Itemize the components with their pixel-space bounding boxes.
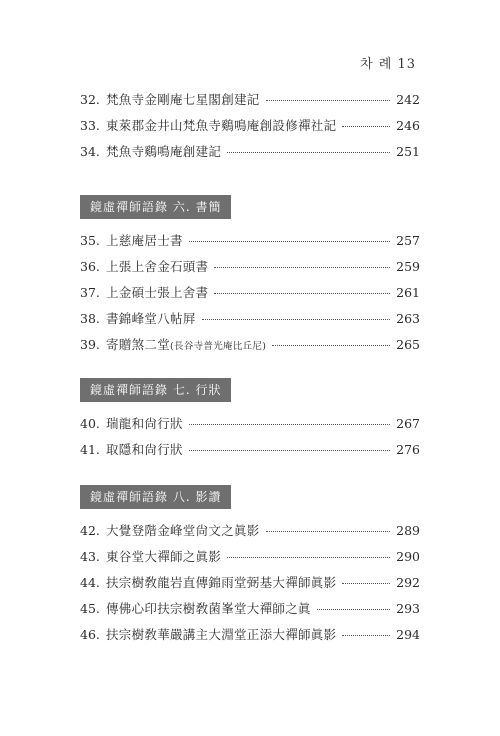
entry-title: 取隱和尙行狀 <box>106 442 183 457</box>
entry-title: 傳佛心印扶宗樹敎菌峯堂大禪師之眞 <box>106 601 311 616</box>
dot-leader <box>342 635 390 636</box>
entry-title: 瑞龍和尙行狀 <box>106 416 183 431</box>
entry-title: 梵魚寺金剛庵七星閣創建記 <box>106 92 260 107</box>
entry-number: 33. <box>80 118 100 133</box>
toc-entry-45[interactable] <box>80 599 420 625</box>
toc-entry-43[interactable] <box>80 547 420 573</box>
dot-leader <box>214 267 390 268</box>
entry-page: 259 <box>396 259 420 274</box>
entry-page: 261 <box>396 285 420 300</box>
entry-number: 41. <box>80 442 100 457</box>
entry-title: 扶宗樹敎華嚴講主大淵堂正添大禪師眞影 <box>106 627 337 642</box>
entry-page: 293 <box>396 601 420 616</box>
entry-title-text: 寄贈煞二堂 <box>106 337 171 352</box>
entry-page: 257 <box>396 233 420 248</box>
entry-page: 290 <box>396 549 420 564</box>
dot-leader <box>227 557 390 558</box>
section-header: 鏡虛禪師語錄 七. 行狀 <box>80 378 231 402</box>
entry-title: 扶宗樹敎龍岩直傳錦雨堂弼基大禪師眞影 <box>106 575 337 590</box>
toc-entry-32[interactable] <box>80 90 420 116</box>
entry-title: 上慈庵居士書 <box>106 233 183 248</box>
entry-title-note: (長谷寺普光庵比丘尼) <box>170 341 267 352</box>
entry-page: 251 <box>396 144 420 159</box>
entry-title: 梵魚寺鷄鳴庵創建記 <box>106 144 222 159</box>
entry-title: 大覺登階金峰堂尙文之眞影 <box>106 523 260 538</box>
toc-entry-33[interactable] <box>80 116 420 142</box>
toc-entry-39[interactable] <box>80 335 420 361</box>
toc-section-biographies <box>80 378 420 466</box>
entry-title: 上金碩士張上舍書 <box>106 285 209 300</box>
entry-number: 42. <box>80 523 100 538</box>
entry-number: 39. <box>80 337 100 352</box>
entry-number: 37. <box>80 285 100 300</box>
entry-title: 東萊郡金井山梵魚寺鷄鳴庵創設修禪社記 <box>106 118 337 133</box>
dot-leader <box>189 424 390 425</box>
entry-number: 36. <box>80 259 100 274</box>
page-header: 차 례 13 <box>360 57 416 72</box>
entry-number: 43. <box>80 549 100 564</box>
entry-title: 書錦峰堂八帖屛 <box>106 311 196 326</box>
entry-page: 289 <box>396 523 420 538</box>
section-header: 鏡虛禪師語錄 八. 影讚 <box>80 485 231 509</box>
toc-entry-41[interactable] <box>80 440 420 466</box>
entry-number: 46. <box>80 627 100 642</box>
entry-page: 246 <box>396 118 420 133</box>
entry-page: 292 <box>396 575 420 590</box>
entry-title: 上張上舍金石頭書 <box>106 259 209 274</box>
entry-title <box>106 335 266 353</box>
toc-entry-37[interactable] <box>80 283 420 309</box>
dot-leader <box>342 126 390 127</box>
dot-leader <box>272 345 390 346</box>
dot-leader <box>266 100 390 101</box>
entry-title: 東谷堂大禪師之眞影 <box>106 549 222 564</box>
entry-number: 44. <box>80 575 100 590</box>
dot-leader <box>189 241 390 242</box>
toc-entry-42[interactable] <box>80 521 420 547</box>
dot-leader <box>189 450 390 451</box>
dot-leader <box>227 152 390 153</box>
dot-leader <box>214 293 390 294</box>
dot-leader <box>202 319 390 320</box>
toc-entry-44[interactable] <box>80 573 420 599</box>
dot-leader <box>317 609 390 610</box>
toc-section-1 <box>80 90 420 168</box>
entry-number: 45. <box>80 601 100 616</box>
toc-section-portrait-eulogies <box>80 485 420 651</box>
entry-page: 263 <box>396 311 420 326</box>
entry-number: 35. <box>80 233 100 248</box>
toc-entry-38[interactable] <box>80 309 420 335</box>
toc-section-letters <box>80 195 420 361</box>
entry-page: 276 <box>396 442 420 457</box>
entry-number: 40. <box>80 416 100 431</box>
toc-entry-36[interactable] <box>80 257 420 283</box>
toc-entry-46[interactable] <box>80 625 420 651</box>
entry-number: 38. <box>80 311 100 326</box>
entry-number: 32. <box>80 92 100 107</box>
toc-entry-35[interactable] <box>80 231 420 257</box>
section-header: 鏡虛禪師語錄 六. 書簡 <box>80 195 231 219</box>
dot-leader <box>266 531 390 532</box>
toc-entry-40[interactable] <box>80 414 420 440</box>
entry-page: 294 <box>396 627 420 642</box>
toc-entry-34[interactable] <box>80 142 420 168</box>
dot-leader <box>342 583 390 584</box>
entry-number: 34. <box>80 144 100 159</box>
entry-page: 242 <box>396 92 420 107</box>
entry-page: 267 <box>396 416 420 431</box>
entry-page: 265 <box>396 337 420 352</box>
